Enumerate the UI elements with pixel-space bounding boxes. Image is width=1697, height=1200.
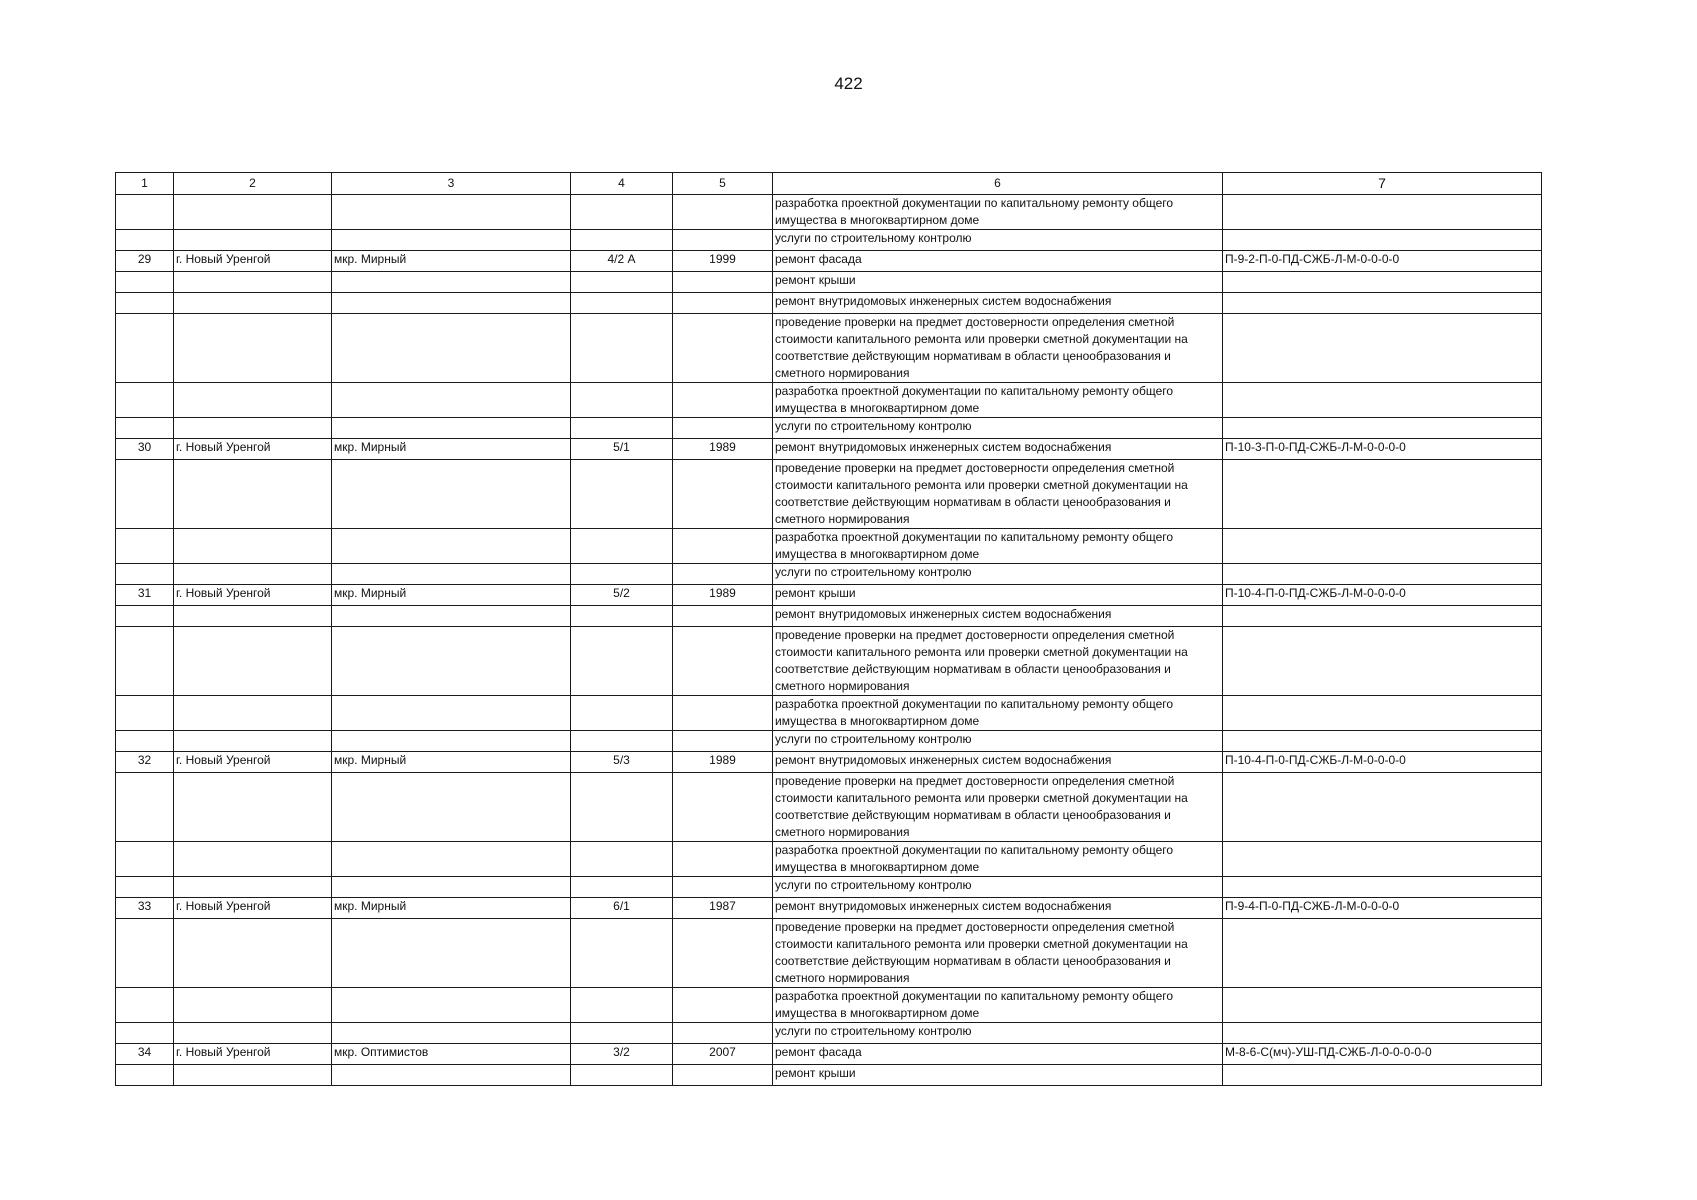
cell-number [116, 627, 174, 696]
table-row [116, 251, 1542, 272]
cell-number [116, 195, 174, 230]
cell-year [673, 877, 773, 898]
table-row [116, 1044, 1542, 1065]
cell-city [174, 383, 332, 418]
cell-series-code [1223, 383, 1542, 418]
cell-series-code [1223, 842, 1542, 877]
cell-series-code: П-10-4-П-0-ПД-СЖБ-Л-М-0-0-0-0 [1223, 585, 1542, 606]
table-row [116, 383, 1542, 418]
cell-house [571, 1065, 673, 1086]
cell-year [673, 272, 773, 293]
table-row [116, 585, 1542, 606]
cell-house [571, 195, 673, 230]
cell-work-type: услуги по строительному контролю [773, 418, 1223, 439]
cell-house [571, 383, 673, 418]
cell-district: мкр. Мирный [332, 585, 571, 606]
cell-year [673, 627, 773, 696]
cell-number: 34 [116, 1044, 174, 1065]
cell-number [116, 529, 174, 564]
cell-series-code [1223, 696, 1542, 731]
cell-district [332, 293, 571, 314]
cell-house [571, 627, 673, 696]
cell-city: г. Новый Уренгой [174, 585, 332, 606]
cell-series-code: М-8-6-С(мч)-УШ-ПД-СЖБ-Л-0-0-0-0-0 [1223, 1044, 1542, 1065]
cell-house [571, 842, 673, 877]
cell-district [332, 460, 571, 529]
cell-house: 5/3 [571, 752, 673, 773]
cell-series-code [1223, 988, 1542, 1023]
table-row [116, 418, 1542, 439]
header-col-6: 6 [773, 173, 1223, 195]
cell-house [571, 731, 673, 752]
cell-work-type: разработка проектной документации по капитальному ремонту общего имущества в многоквартирном доме [773, 529, 1223, 564]
cell-number [116, 230, 174, 251]
header-col-4: 4 [571, 173, 673, 195]
table-row [116, 627, 1542, 696]
cell-series-code: П-10-3-П-0-ПД-СЖБ-Л-М-0-0-0-0 [1223, 439, 1542, 460]
cell-house [571, 606, 673, 627]
cell-work-type: услуги по строительному контролю [773, 731, 1223, 752]
cell-work-type: ремонт крыши [773, 1065, 1223, 1086]
cell-city [174, 606, 332, 627]
table-row [116, 564, 1542, 585]
cell-district [332, 842, 571, 877]
cell-house [571, 877, 673, 898]
cell-year [673, 230, 773, 251]
cell-number [116, 418, 174, 439]
cell-house: 5/2 [571, 585, 673, 606]
cell-series-code [1223, 606, 1542, 627]
cell-work-type: ремонт крыши [773, 272, 1223, 293]
cell-city [174, 696, 332, 731]
cell-year: 1987 [673, 898, 773, 919]
cell-series-code [1223, 272, 1542, 293]
cell-house [571, 529, 673, 564]
table-row [116, 272, 1542, 293]
cell-number [116, 606, 174, 627]
cell-house [571, 460, 673, 529]
cell-number [116, 564, 174, 585]
repair-register-table [115, 172, 1542, 1086]
cell-district [332, 919, 571, 988]
cell-work-type: ремонт внутридомовых инженерных систем водоснабжения [773, 606, 1223, 627]
cell-district [332, 988, 571, 1023]
cell-city [174, 293, 332, 314]
cell-year: 1999 [673, 251, 773, 272]
cell-work-type: проведение проверки на предмет достоверности определения сметной стоимости капитального ремонта или проверки сметной документации на соответствие действующим нормативам в области ценообразования и сметного нормирования [773, 919, 1223, 988]
cell-house [571, 564, 673, 585]
cell-series-code: П-10-4-П-0-ПД-СЖБ-Л-М-0-0-0-0 [1223, 752, 1542, 773]
table-row [116, 439, 1542, 460]
cell-district [332, 230, 571, 251]
table-row [116, 314, 1542, 383]
cell-series-code [1223, 418, 1542, 439]
cell-work-type: разработка проектной документации по капитальному ремонту общего имущества в многоквартирном доме [773, 383, 1223, 418]
cell-house [571, 1023, 673, 1044]
cell-year [673, 293, 773, 314]
cell-work-type: услуги по строительному контролю [773, 1023, 1223, 1044]
cell-city [174, 877, 332, 898]
cell-work-type: проведение проверки на предмет достоверности определения сметной стоимости капитального ремонта или проверки сметной документации на соответствие действующим нормативам в области ценообразования и сметного нормирования [773, 627, 1223, 696]
cell-series-code [1223, 230, 1542, 251]
cell-house [571, 230, 673, 251]
cell-year [673, 1023, 773, 1044]
cell-year [673, 564, 773, 585]
cell-work-type: разработка проектной документации по капитальному ремонту общего имущества в многоквартирном доме [773, 842, 1223, 877]
cell-district [332, 272, 571, 293]
table-row [116, 919, 1542, 988]
cell-district [332, 1023, 571, 1044]
cell-series-code [1223, 1065, 1542, 1086]
cell-series-code [1223, 627, 1542, 696]
cell-number [116, 696, 174, 731]
cell-series-code [1223, 195, 1542, 230]
cell-number [116, 919, 174, 988]
cell-house [571, 696, 673, 731]
cell-city [174, 988, 332, 1023]
cell-series-code [1223, 529, 1542, 564]
cell-series-code [1223, 460, 1542, 529]
cell-number [116, 314, 174, 383]
cell-district [332, 314, 571, 383]
cell-year: 2007 [673, 1044, 773, 1065]
cell-year [673, 195, 773, 230]
column-number-header-row [116, 173, 1542, 195]
cell-year [673, 606, 773, 627]
table-row [116, 988, 1542, 1023]
cell-work-type: ремонт внутридомовых инженерных систем водоснабжения [773, 439, 1223, 460]
cell-city [174, 460, 332, 529]
cell-district [332, 731, 571, 752]
cell-number [116, 877, 174, 898]
table-row [116, 293, 1542, 314]
table-row [116, 696, 1542, 731]
cell-work-type: услуги по строительному контролю [773, 230, 1223, 251]
cell-year [673, 314, 773, 383]
cell-house [571, 988, 673, 1023]
cell-city: г. Новый Уренгой [174, 898, 332, 919]
cell-work-type: ремонт крыши [773, 585, 1223, 606]
cell-district [332, 627, 571, 696]
cell-city: г. Новый Уренгой [174, 439, 332, 460]
cell-district: мкр. Оптимистов [332, 1044, 571, 1065]
cell-year [673, 773, 773, 842]
cell-district [332, 564, 571, 585]
cell-city [174, 1065, 332, 1086]
cell-number [116, 842, 174, 877]
table-row [116, 1065, 1542, 1086]
table-row [116, 731, 1542, 752]
cell-year [673, 842, 773, 877]
cell-work-type: ремонт внутридомовых инженерных систем водоснабжения [773, 293, 1223, 314]
cell-house: 4/2 А [571, 251, 673, 272]
cell-city [174, 919, 332, 988]
table-row [116, 898, 1542, 919]
cell-district [332, 606, 571, 627]
header-col-3: 3 [332, 173, 571, 195]
cell-year [673, 418, 773, 439]
cell-house [571, 418, 673, 439]
cell-district: мкр. Мирный [332, 251, 571, 272]
cell-district [332, 773, 571, 842]
table-row [116, 773, 1542, 842]
cell-district: мкр. Мирный [332, 898, 571, 919]
cell-district: мкр. Мирный [332, 439, 571, 460]
cell-work-type: разработка проектной документации по капитальному ремонту общего имущества в многоквартирном доме [773, 195, 1223, 230]
cell-series-code: П-9-2-П-0-ПД-СЖБ-Л-М-0-0-0-0 [1223, 251, 1542, 272]
cell-year: 1989 [673, 439, 773, 460]
cell-city: г. Новый Уренгой [174, 752, 332, 773]
cell-number [116, 272, 174, 293]
table-row [116, 230, 1542, 251]
table-row [116, 195, 1542, 230]
cell-series-code [1223, 314, 1542, 383]
cell-house [571, 919, 673, 988]
cell-work-type: разработка проектной документации по капитальному ремонту общего имущества в многоквартирном доме [773, 988, 1223, 1023]
cell-city [174, 564, 332, 585]
cell-number [116, 460, 174, 529]
cell-house: 3/2 [571, 1044, 673, 1065]
cell-house [571, 314, 673, 383]
cell-district [332, 696, 571, 731]
cell-number: 30 [116, 439, 174, 460]
cell-year [673, 383, 773, 418]
cell-number [116, 1023, 174, 1044]
cell-number: 33 [116, 898, 174, 919]
cell-work-type: ремонт фасада [773, 1044, 1223, 1065]
cell-house: 6/1 [571, 898, 673, 919]
cell-series-code [1223, 877, 1542, 898]
cell-city [174, 418, 332, 439]
page-number: 422 [834, 74, 863, 93]
cell-city [174, 230, 332, 251]
cell-district [332, 529, 571, 564]
cell-district [332, 877, 571, 898]
table-row [116, 606, 1542, 627]
cell-work-type: ремонт внутридомовых инженерных систем водоснабжения [773, 752, 1223, 773]
cell-year [673, 919, 773, 988]
cell-work-type: разработка проектной документации по капитальному ремонту общего имущества в многоквартирном доме [773, 696, 1223, 731]
cell-year [673, 988, 773, 1023]
cell-work-type: услуги по строительному контролю [773, 877, 1223, 898]
cell-series-code [1223, 1023, 1542, 1044]
cell-district [332, 383, 571, 418]
cell-city [174, 627, 332, 696]
header-col-5: 5 [673, 173, 773, 195]
cell-city: г. Новый Уренгой [174, 251, 332, 272]
cell-number [116, 293, 174, 314]
cell-house [571, 773, 673, 842]
cell-year [673, 696, 773, 731]
table-row [116, 752, 1542, 773]
cell-work-type: проведение проверки на предмет достоверности определения сметной стоимости капитального ремонта или проверки сметной документации на соответствие действующим нормативам в области ценообразования и сметного нормирования [773, 314, 1223, 383]
cell-city [174, 731, 332, 752]
cell-work-type: ремонт фасада [773, 251, 1223, 272]
cell-series-code [1223, 731, 1542, 752]
cell-work-type: ремонт внутридомовых инженерных систем водоснабжения [773, 898, 1223, 919]
cell-number [116, 731, 174, 752]
cell-number [116, 988, 174, 1023]
cell-work-type: проведение проверки на предмет достоверности определения сметной стоимости капитального ремонта или проверки сметной документации на соответствие действующим нормативам в области ценообразования и сметного нормирования [773, 460, 1223, 529]
table-row [116, 529, 1542, 564]
cell-city [174, 773, 332, 842]
cell-year [673, 529, 773, 564]
cell-year [673, 731, 773, 752]
cell-year [673, 460, 773, 529]
cell-number [116, 1065, 174, 1086]
cell-district: мкр. Мирный [332, 752, 571, 773]
cell-city [174, 195, 332, 230]
table-row [116, 1023, 1542, 1044]
cell-series-code [1223, 293, 1542, 314]
header-col-7: 7 [1223, 173, 1542, 195]
cell-number: 32 [116, 752, 174, 773]
cell-district [332, 1065, 571, 1086]
cell-number: 29 [116, 251, 174, 272]
cell-house [571, 272, 673, 293]
cell-number [116, 383, 174, 418]
cell-year: 1989 [673, 585, 773, 606]
cell-city: г. Новый Уренгой [174, 1044, 332, 1065]
header-col-2: 2 [174, 173, 332, 195]
cell-city [174, 314, 332, 383]
cell-district [332, 195, 571, 230]
cell-work-type: проведение проверки на предмет достоверности определения сметной стоимости капитального ремонта или проверки сметной документации на соответствие действующим нормативам в области ценообразования и сметного нормирования [773, 773, 1223, 842]
table-row [116, 842, 1542, 877]
cell-house [571, 293, 673, 314]
header-col-1: 1 [116, 173, 174, 195]
cell-series-code [1223, 564, 1542, 585]
cell-year [673, 1065, 773, 1086]
cell-city [174, 272, 332, 293]
cell-district [332, 418, 571, 439]
cell-city [174, 1023, 332, 1044]
table-row [116, 877, 1542, 898]
table-row [116, 460, 1542, 529]
cell-series-code [1223, 919, 1542, 988]
cell-work-type: услуги по строительному контролю [773, 564, 1223, 585]
cell-series-code [1223, 773, 1542, 842]
cell-house: 5/1 [571, 439, 673, 460]
cell-city [174, 842, 332, 877]
cell-city [174, 529, 332, 564]
cell-number: 31 [116, 585, 174, 606]
cell-series-code: П-9-4-П-0-ПД-СЖБ-Л-М-0-0-0-0 [1223, 898, 1542, 919]
cell-number [116, 773, 174, 842]
cell-year: 1989 [673, 752, 773, 773]
